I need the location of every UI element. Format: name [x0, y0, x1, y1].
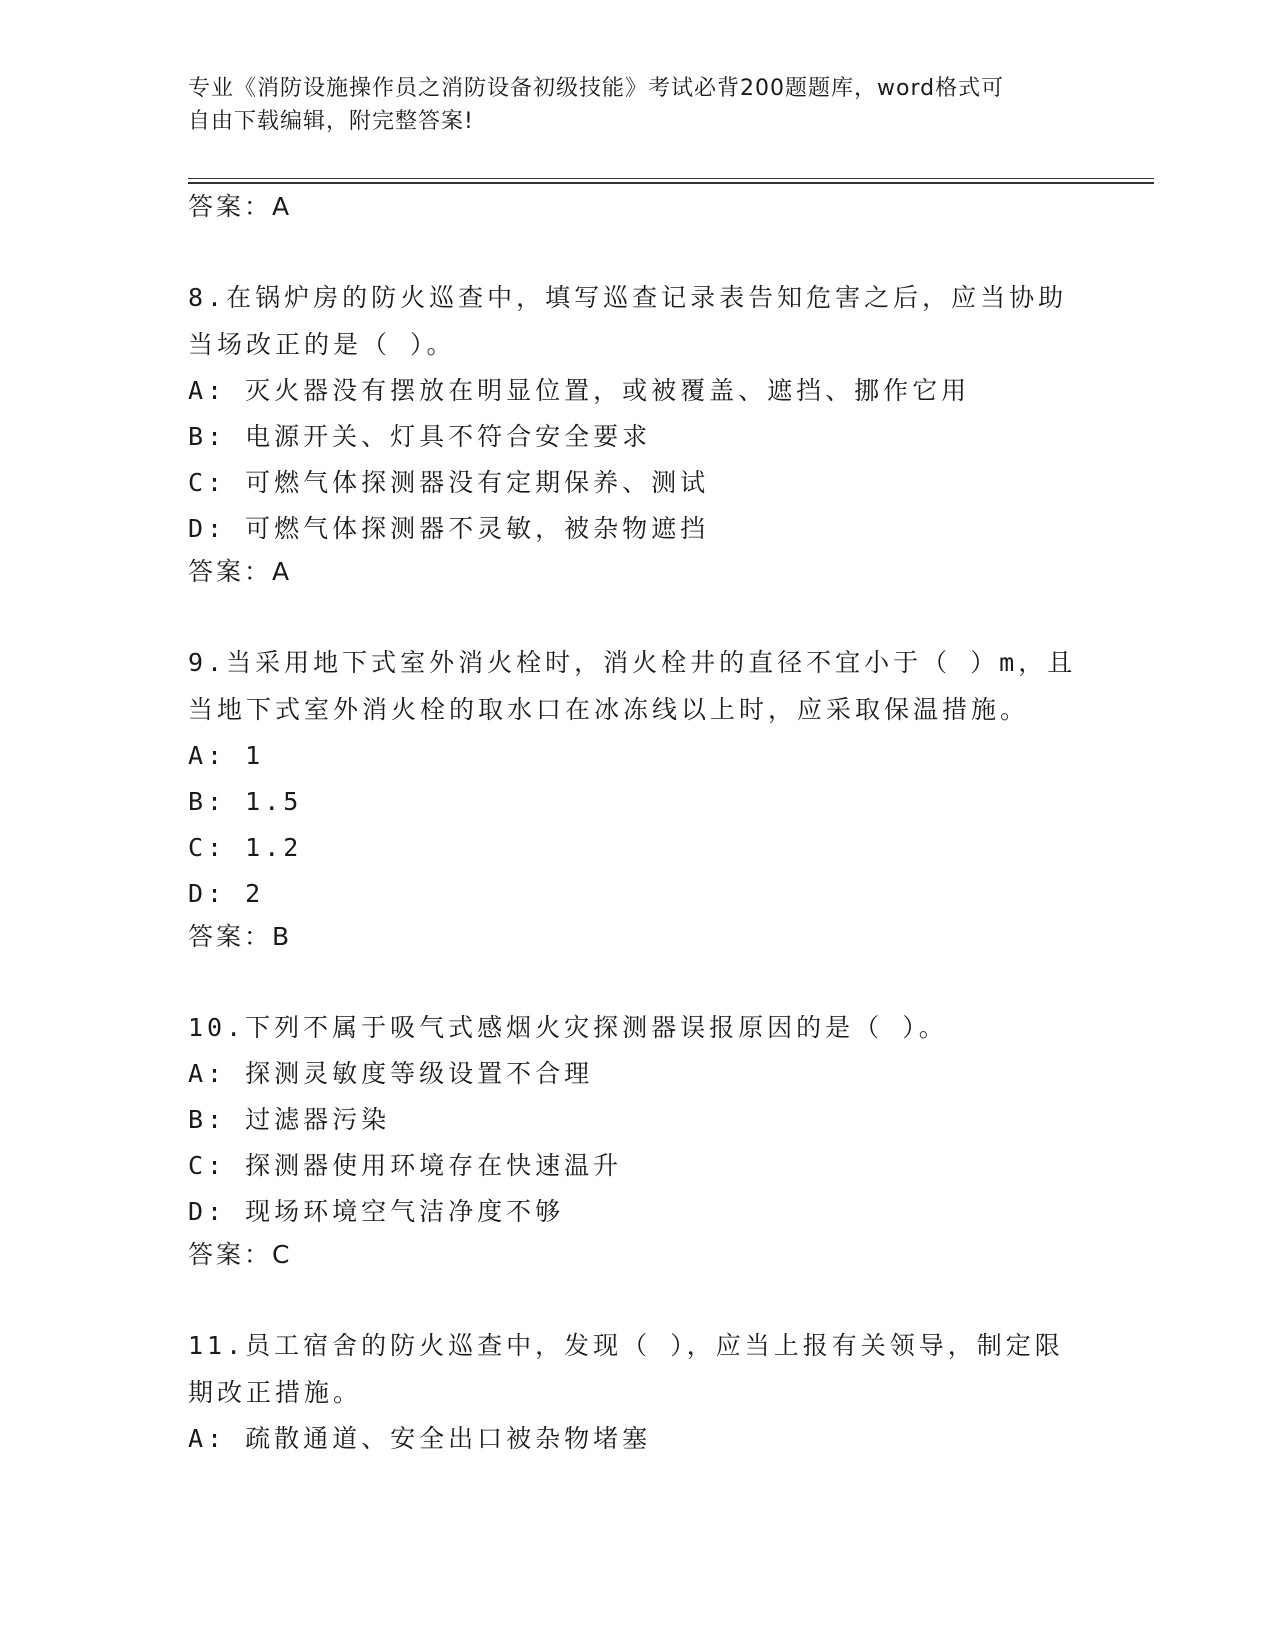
header-divider-thin: [188, 178, 1154, 179]
option-c: C: 1.2: [188, 833, 303, 862]
question-stem: 8.在锅炉房的防火巡查中，填写巡查记录表告知危害之后，应当协助: [188, 283, 1068, 312]
question-stem: 9.当采用地下式室外消火栓时，消火栓井的直径不宜小于（ ）m，且: [188, 648, 1077, 677]
question-stem: 11.员工宿舍的防火巡查中，发现（ ），应当上报有关领导，制定限: [188, 1331, 1064, 1360]
question-8: [188, 274, 1088, 592]
option-d: D: 现场环境空气洁净度不够: [188, 1197, 565, 1226]
header-line-1: 专业《消防设施操作员之消防设备初级技能》考试必背200题题库，word格式可: [188, 76, 1005, 101]
spacer: [188, 1275, 1088, 1322]
option-d: D: 可燃气体探测器不灵敏，被杂物遮挡: [188, 514, 710, 543]
document-header: [188, 72, 1088, 138]
spacer: [188, 227, 1088, 274]
question-stem: 当场改正的是（ ）。: [188, 330, 456, 359]
spacer: [188, 592, 1088, 639]
question-11: [188, 1322, 1088, 1462]
option-b: B: 1.5: [188, 787, 303, 816]
question-10: [188, 1004, 1088, 1275]
question-9: [188, 639, 1088, 957]
question-stem: 当地下式室外消火栓的取水口在冰冻线以上时，应采取保温措施。: [188, 695, 1030, 724]
option-b: B: 电源开关、灯具不符合安全要求: [188, 422, 652, 451]
option-d: D: 2: [188, 879, 265, 908]
option-a: A: 灭火器没有摆放在明显位置，或被覆盖、遮挡、挪作它用: [188, 376, 971, 405]
previous-answer: 答案：A: [188, 192, 293, 221]
option-b: B: 过滤器污染: [188, 1105, 391, 1134]
spacer: [188, 957, 1088, 1004]
option-c: C: 探测器使用环境存在快速温升: [188, 1151, 623, 1180]
answer: 答案：A: [188, 557, 293, 586]
question-stem: 10.下列不属于吸气式感烟火灾探测器误报原因的是（ ）。: [188, 1013, 948, 1042]
option-a: A: 1: [188, 741, 265, 770]
answer: 答案：C: [188, 1240, 293, 1269]
option-c: C: 可燃气体探测器没有定期保养、测试: [188, 468, 710, 497]
header-divider-thick: [188, 182, 1154, 184]
header-line-2: 自由下载编辑，附完整答案!: [188, 109, 474, 134]
option-a: A: 探测灵敏度等级设置不合理: [188, 1059, 594, 1088]
answer: 答案：B: [188, 922, 293, 951]
option-a: A: 疏散通道、安全出口被杂物堵塞: [188, 1424, 652, 1453]
question-list: [188, 187, 1088, 1462]
question-stem: 期改正措施。: [188, 1378, 363, 1407]
